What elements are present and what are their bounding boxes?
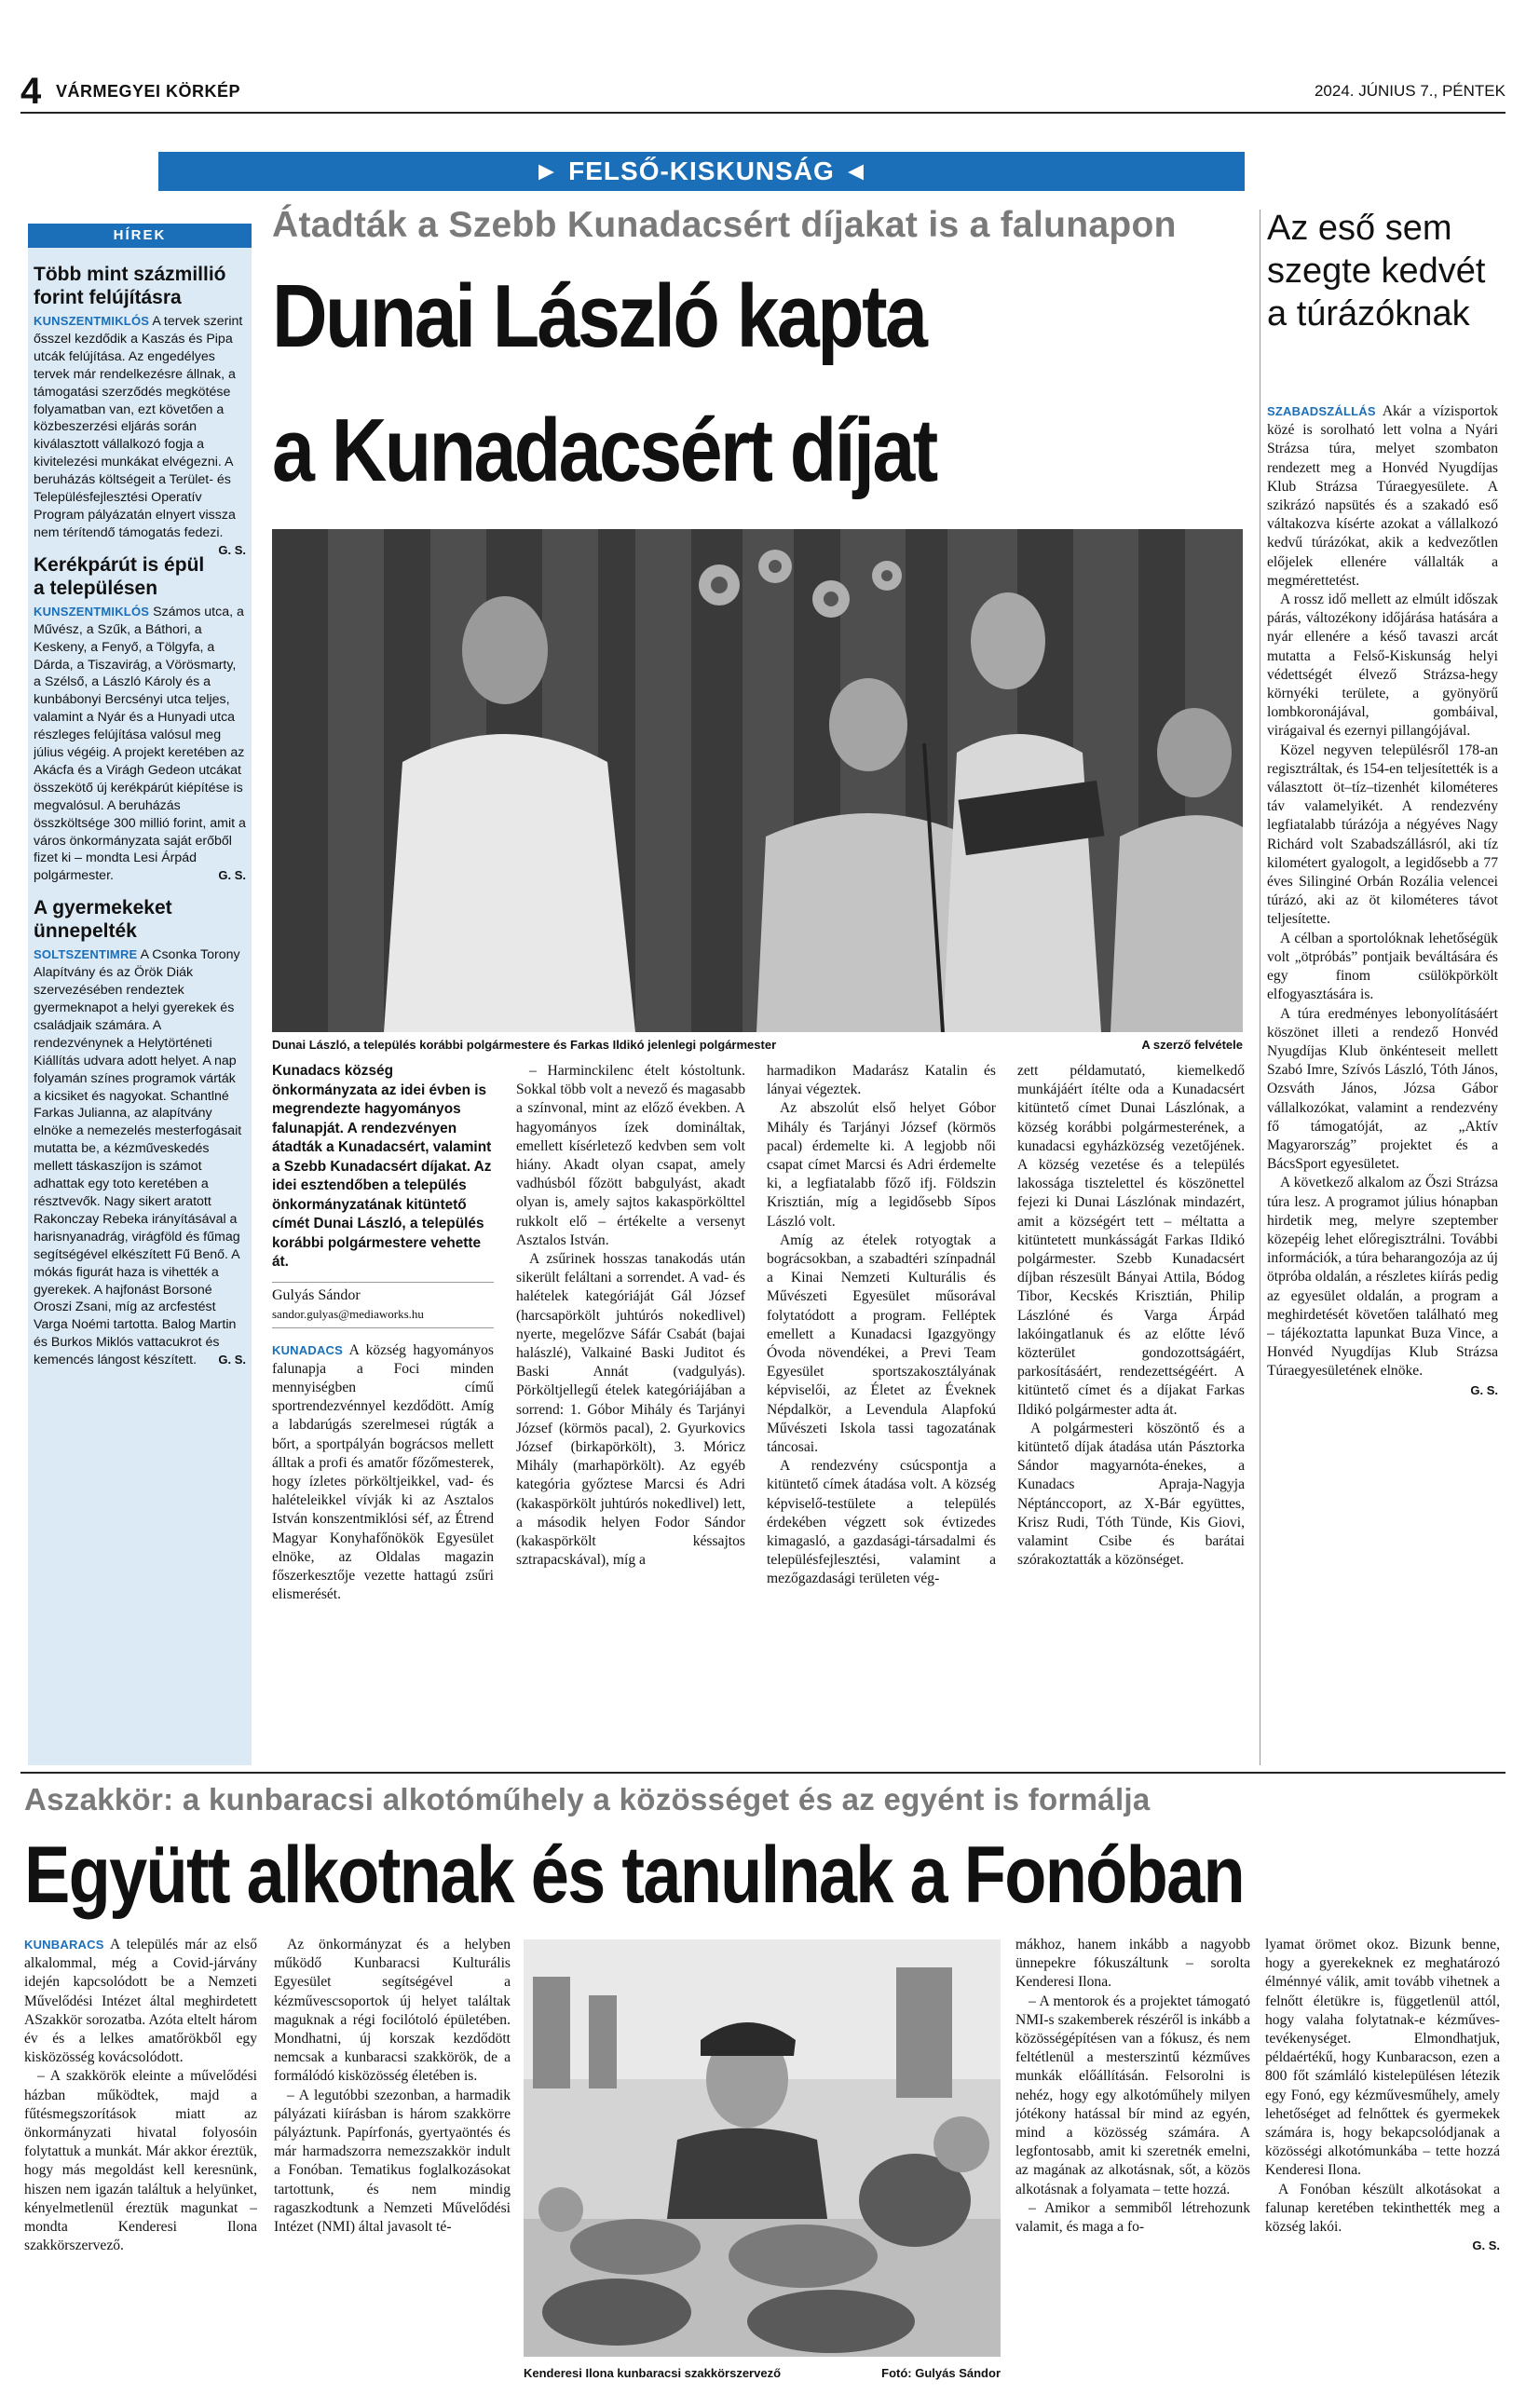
bottom-photo — [524, 1939, 1001, 2357]
bottom-paragraph: Az önkormányzat és a helyben működő Kunbaracsi Kulturális Egyesület segítségével a kézművescsoportok új helyet találtak maguknak a régi focilótoló épületében. Mondhatni, új korszak kezdődött nemcsak a kunbaracsi szakkörök, de a formálódó kisközösség életében is. — [274, 1937, 511, 2085]
bottom-col2 — [274, 1936, 511, 2392]
bottom-kicker: Aszakkör: a kunbaracsi alkotóműhely a közösséget és az egyént is formálja — [24, 1782, 1151, 1816]
issue-date: 2024. JÚNIUS 7., PÉNTEK — [1314, 82, 1506, 100]
main-col3-paragraph: Amíg az ételek rotyogtak a bográcsokban, a szabadtéri színpadnál a Kinai Nemzeti Kulturális és Művészeti Egyesület műsorával folytatódott a program. Felléptek emellett a Kunadacsi Igazgyöngy Óvoda növendékei, a Previ Team Egyesület sportszakosztályának képviselői, az Életet az Éveknek Népdalkör, a Levendula Alapfokú Művészeti Iskola tassi tagozatának táncosai. — [767, 1231, 996, 1456]
main-photo-credit: A szerző felvétele — [1141, 1038, 1243, 1052]
news-item-text: A tervek szerint ősszel kezdődik a Kaszás és Pipa utcák felújítása. Az engedélyes tervek már rendelkezésre állnak, a támogatási szerződés megkötése folyamatban van, ezt követően a közbeszerzési eljárás során kiválasztott vállalkozó fogja a kivitelezési munkákat elvégezni. A beruházás költségeit a Terület- és Településfejlesztési Operatív Program pályázatán elnyert vissza nem térítendő támogatás fedezi. — [34, 314, 243, 540]
news-item-sign: G. S. — [218, 868, 246, 883]
news-item-text: Számos utca, a Művész, a Szűk, a Báthori, a Keskeny, a Fenyő, a Tölgyfa, a Dárda, a Tiszavirág, a Vörösmarty, a Szélső, a László Károly és a kunbábonyi Bercsényi utca teljes, valamint a Nyár és a Hunyadi utca részleges felújítása valósul meg július végéig. A projekt keretében az Akácfa és a Virágh Gedeon utcákat összekötő új kerékpárút kiépítése is megvalósul. A beruházás összköltsége 300 millió forint, amit a város önkormányzata saját erőből fizet ki – mondta Lesi Árpád polgármester. — [34, 604, 246, 884]
news-item-place: KUNSZENTMIKLÓS — [34, 604, 150, 619]
bottom-photo-caption: Kenderesi Ilona kunbaracsi szakkörszervező — [524, 2366, 782, 2380]
main-kicker: Átadták a Szebb Kunadacsért díjakat is a falunapon — [272, 205, 1177, 245]
bottom-rule — [20, 1772, 1506, 1774]
author-name: Gulyás Sándor — [272, 1286, 361, 1303]
page-number: 4 — [20, 71, 42, 112]
main-col3-paragraph: Az abszolút első helyet Góbor Mihály és Tarjányi József (körmös pacal) érdemelte ki. A legjobb női csapat címet Marcsi és Adri érdemelte ki, a legfiatalabb főző ifj. Földszin Krisztián, míg a legidősebb Sípos László volt. — [767, 1100, 996, 1230]
bottom-paragraph: lyamat örömet okoz. Bizunk benne, hogy a gyerekeknek ez meghatározó élménnyé válik, amit tovább vihetnek a felnőtt életükre is, függetlenül attól, hogy valaha folytatnak-e kézműves-tevékenységet. Elmondhatjuk, példaértékű, hogy Kunbaracson, ezen a 800 főt számláló kistelepülésen létezik egy Fonó, egy kézművesműhely, amely lehetőséget ad felnőttek és gyermekek számára is, hogy bekapcsolódjanak a közösségi alkotómunkába – tette hozzá Kenderesi Ilona. — [1265, 1937, 1500, 2179]
news-item-text: A Csonka Torony Alapítvány és az Örök Diák szervezésében rendeztek gyermeknapot a helyi gyerekek és családjaik számára. A rendezvénynek a Helytörténeti Kiállítás udvara adott helyet. A nap folyamán színes programok várták a kicsiket és nagyokat. Schantlné Farkas Julianna, az alapítvány elnöke a nemezelés mesterfogásait mutatta be, a kézműveskedés mellett táskaszíjon is számot adhattak egy toto keretében a résztvevők. Nagy sikert aratott Rakonczay Rebeka irányításával a harisnyanadrág, virágföld és fűmag segítségével elkészített Fű Benő. A mókás figurát haza is vihették a gyerekek. A hajfonást Borsoné Oroszi Zsani, míg az arcfestést Varga Noémi tartotta. Balog Martin és Burkos Miklós vattacukrot és kemencés lángost készített. — [34, 947, 242, 1368]
bottom-paragraph: A település már az első alkalommal, még a Covid-járvány idején kapcsolódott be a Nemzeti Művelődési Intézet által meghirdetett ASzakkör sorozatba. Azóta eltelt három év és a lelkes amatőrökből egy kisközösség kovácsolódott. — [24, 1937, 257, 2066]
workshop-photo-illustration — [524, 1939, 1001, 2357]
bottom-paragraph: – A legutóbbi szezonban, a harmadik pályázati kiírásban is három szakkörre pályáztunk. Papírfonás, gyertyaöntés és már harmadszorra nemezszakkör indult a Fonóban. Tematikus foglalkozásokat tartottunk, és nem mindig ragaszkodtunk a Nemzeti Művelődési Intézet (NMI) által javasolt té- — [274, 2087, 511, 2236]
side-article-body — [1267, 402, 1498, 1767]
main-headline-line1: Dunai László kapta — [272, 266, 926, 366]
news-item-sign: G. S. — [218, 1353, 246, 1367]
main-col1-text — [272, 1341, 494, 1605]
main-lead: Kunadacs község önkormányzata az idei évben is megrendezte hagyományos falunapját. A rendezvényen átadták a Kunadacsért, valamint a Szebb Kunadacsért díjakat. Az idei esztendőben a település önkormányzatának kitüntető címét Dunai László, a település korábbi polgármestere vehette át. — [272, 1063, 492, 1270]
section-name: VÁRMEGYEI KÖRKÉP — [56, 82, 241, 101]
author-rule — [272, 1282, 494, 1283]
news-item-sign: G. S. — [218, 542, 246, 557]
bottom-headline: Együtt alkotnak és tanulnak a Fonóban — [24, 1830, 1244, 1920]
news-label: HÍREK — [28, 224, 252, 248]
bottom-paragraph: A Fonóban készült alkotásokat a falunap keretében tekinthették meg a község lakói. — [1265, 2181, 1500, 2236]
side-paragraph: Közel negyven településről 178-an regisztráltak, és 154-en teljesítették is a választott öt–tíz–tizenhét kilométeres táv valamelyikét. A rendezvény legfiatalabb túrázója a négyéves Nagy Richárd volt Szabadszállásról, aki tíz kilométert gyalogolt, a legidősebb a 77 éves Silinginé Orbán Rozália velencei túrázó, aki az öt kilométeres távot teljesítette. — [1267, 741, 1498, 928]
main-headline-line2: a Kunadacsért díjat — [272, 401, 936, 500]
main-col2 — [516, 1062, 745, 1770]
author-rule-bottom — [272, 1327, 494, 1328]
side-sign: G. S. — [1470, 1382, 1498, 1397]
news-item — [34, 263, 246, 557]
news-column — [34, 252, 246, 1761]
bottom-col4 — [1265, 1936, 1500, 2392]
main-col3 — [767, 1062, 996, 1770]
bottom-col3 — [1015, 1936, 1250, 2392]
bottom-photo-credit: Fotó: Gulyás Sándor — [881, 2366, 1001, 2380]
bottom-col1 — [24, 1936, 257, 2392]
main-place: KUNADACS — [272, 1342, 343, 1357]
ceremony-photo-illustration — [272, 529, 1243, 1032]
bottom-place: KUNBARACS — [24, 1938, 104, 1952]
main-photo-caption: Dunai László, a település korábbi polgármestere és Farkas Ildikó jelenlegi polgármester — [272, 1038, 777, 1052]
news-item-title: A gyermekeket ünnepelték — [34, 897, 172, 943]
main-photo — [272, 529, 1243, 1032]
main-col4 — [1017, 1062, 1245, 1770]
region-banner-text: ► FELSŐ-KISKUNSÁG ◄ — [533, 156, 870, 185]
side-paragraph: A rossz idő mellett az elmúlt időszak párás, változékony időjárása hatására a nyár ellenére a késő tavaszi arcát mutatta a Felső-Kiskunság helyi védettségét élvező Strázsa-hegy környéki területe, a gyönyörű lombkoronájával, gombáival, virágaival és ezernyi pillangójával. — [1267, 592, 1498, 740]
bottom-paragraph: mákhoz, hanem inkább a nagyobb ünnepekre fókuszáltunk – sorolta Kenderesi Ilona. — [1015, 1937, 1250, 1991]
main-col3-paragraph: harmadikon Madarász Katalin és lányai végeztek. — [767, 1063, 996, 1098]
main-col1-body: A község hagyományos falunapja a Foci minden mennyiségben című sportrendezvénnyel kezdődött. Amíg a labdarúgás szerelmesei rúgták a bőrt, a sportpályán bográcsos mellett álltak a profi és amatőr főzőmesterek, hogy ízletes pörköltjeikkel, vad- és halételeikkel vívják ki az Asztalos István konszentmiklósi séf, az Étrend Magyar Konyhafőnökök Egyesület elnöke, az Oldalas magazin főszerkesztője vezette hattagú zsűri elismerését. — [272, 1341, 494, 1603]
news-item-place: SOLTSZENTIMRE — [34, 947, 138, 962]
bottom-paragraph: – Amikor a semmiből létrehozunk valamit, és maga a fo- — [1015, 2199, 1250, 2236]
bottom-sign: G. S. — [1472, 2238, 1500, 2253]
side-paragraph: Akár a vízisportok közé is sorolható lett volna a Nyári Strázsa túra, melyet szombaton rendezett meg a Honvéd Nyugdíjas Klub Strázsa Túraegyesülete. A szikrázó napsütés és a szakadó eső váltakozva kísérte azokat a vállalkozó kedvű túrázókat, akik a kedvezőtlen előjelek ellenére vállalták a megmérettetést. — [1267, 403, 1498, 589]
side-headline: Az eső sem szegte kedvét a túrázóknak — [1267, 209, 1486, 333]
news-item — [34, 896, 246, 1369]
bottom-paragraph: – A mentorok és a projektet támogató NMI-s szakemberek részéről is inkább a közösségépítésen van a fókusz, és nem feltétlenül a mesterszintű kézműves munkák előállításán. Felsorolni is nehéz, hogy egy alkotóműhely milyen jótékony hatással bír mind az egyén, mind a közösség számára. A legfontosabb, amit ki szeretnék emelni, az magának az alkotásnak, sőt, a közös alkotásnak a folyamata – tette hozzá. — [1015, 1993, 1250, 2197]
news-item — [34, 553, 246, 886]
news-item-place: KUNSZENTMIKLÓS — [34, 314, 150, 328]
side-place: SZABADSZÁLLÁS — [1267, 404, 1376, 418]
side-paragraph: A következő alkalom az Őszi Strázsa túra lesz. A programot július hónapban hirdetik meg, melyre szeptember közepéig lehet előregisztrálni. További információk, a túra beharangozója az új ötpróba oldalán, a részletes kiírás pedig az egyesület oldalán, a program a meghirdetését követően található meg – tájékoztatta lapunkat Buza Vince, a Honvéd Nyugdíjas Klub Strázsa Túraegyesületének elnöke. — [1267, 1175, 1498, 1380]
main-col4-paragraph: zett példamutató, kiemelkedő munkájáért ítélte oda a Kunadacsért kitüntető címet Dunai Lászlónak, a község korábbi polgármesterének, a kunadacsi egyházközség vezetőjének. A község vezetése és a település lakossága tisztelettel és köszönettel fejezi ki Dunai Lászlónak mindazért, amit a községért tett – méltatta a kitüntetett munkásságát Farkas Ildikó polgármester. Szebb Kunadacsért díjban részesült Bányai Attila, Bódog Tibor, Kecskés Krisztián, Philip Lászlóné és Varga Árpád lakóingatlanuk és az előtte lévő közterület gondozottságáért, parkosításáért, rendezettségéért. A kitüntető címet és a díjakat Farkas Ildikó polgármester adta át. — [1017, 1063, 1245, 1418]
side-paragraph: A túra eredményes lebonyolításáért köszönet illeti a rendező Honvéd Nyugdíjas Klub önkénteseit mellett Szabó Imre, Szívós László, Tóth János, Ozsváth János, Józsa Gábor vállalkozókat, valamint a rendezvény fő támogatóját, az „Aktív Magyarország” projektet és a BácsSport egyesületet. — [1267, 1005, 1498, 1173]
main-col3-paragraph: A rendezvény csúcspontja a kitüntető címek átadása volt. A község képviselő-testülete a település érdekében végzett sok évtizedes kimagasló, a gazdasági-társadalmi és településfejlesztési, valamint a mezőgazdasági területen vég- — [767, 1458, 996, 1587]
region-banner — [158, 152, 1245, 191]
main-col2-paragraph: A zsűrinek hosszas tanakodás után sikerült feláltani a sorrendet. A vad- és halételek kategóriáját Gál József (harcsapörkölt juhtúrós nokedlivel) nyerte, megelőzve Sáfár Csabát (bajai halászlé), Valkainé Baski Juditot és Baski Annát (vadgulyás). Pörköltjellegű ételek kategóriájában a sorrend: 1. Góbor Mihály és Tarjányi József (körmös pacal), 2. Gyurkovics József (birkapörkölt), 3. Móricz Mihály (marhapörkölt). Az egyéb kategória győztese Marcsi és Adri (kakaspörkölt juhtúrós nokedlivel) lett, a második helyen Fodor Sándor (kakaspörkölt késsajtos sztrapacskával), míg a — [516, 1251, 745, 1569]
header-rule — [20, 112, 1506, 114]
main-col1 — [272, 1062, 494, 1770]
side-paragraph: A célban a sportolóknak lehetőségük volt „ötpróbás” pontjaik beváltására és egy finom csülökpörkölt elfogyasztására is. — [1267, 930, 1498, 1003]
main-col4-paragraph: A polgármesteri köszöntő és a kitüntető díjak átadása után Pásztorka Sándor magyarnóta-énekes, a Kunadacs Apraja-Nagyja Néptáncсoport, az X-Bár együttes, Krisz Rudi, Tóth Tünde, Kis Giovi, valamint Csibe és barátai szórakoztatták a közönséget. — [1017, 1420, 1245, 1569]
main-col2-paragraph: – Harminckilenc ételt kóstoltunk. Sokkal több volt a nevező és magasabb a színvonal, mint az előző években. A hagyományos ízek domináltak, emellett kísérletező kedvben sem volt hiány. Akadt olyan csapat, amely vadhúsból főzött babgulyást, akadt olyan is, amely sajtos kakaspörkölttel rukkolt elő – értékelte a versenyt Asztalos István. — [516, 1063, 745, 1248]
news-item-title: Kerékpárút is épül a településen — [34, 553, 205, 599]
news-item-title: Több mint százmillió forint felújításra — [34, 264, 226, 308]
bottom-paragraph: – A szakkörök eleinte a művelődési házban működtek, majd a fűtésmegszorítások miatt az önkormányzati hivatal folyosóin folytattuk a munkát. Már akkor éreztük, hogy más megoldást kell keresnünk, hiszen nem igazán találtuk a helyünket, kényelmetlenül éreztük magunkat – mondta Kenderesi Ilona szakkörszervező. — [24, 2068, 257, 2254]
author-email: sandor.gulyas@mediaworks.hu — [272, 1306, 424, 1321]
